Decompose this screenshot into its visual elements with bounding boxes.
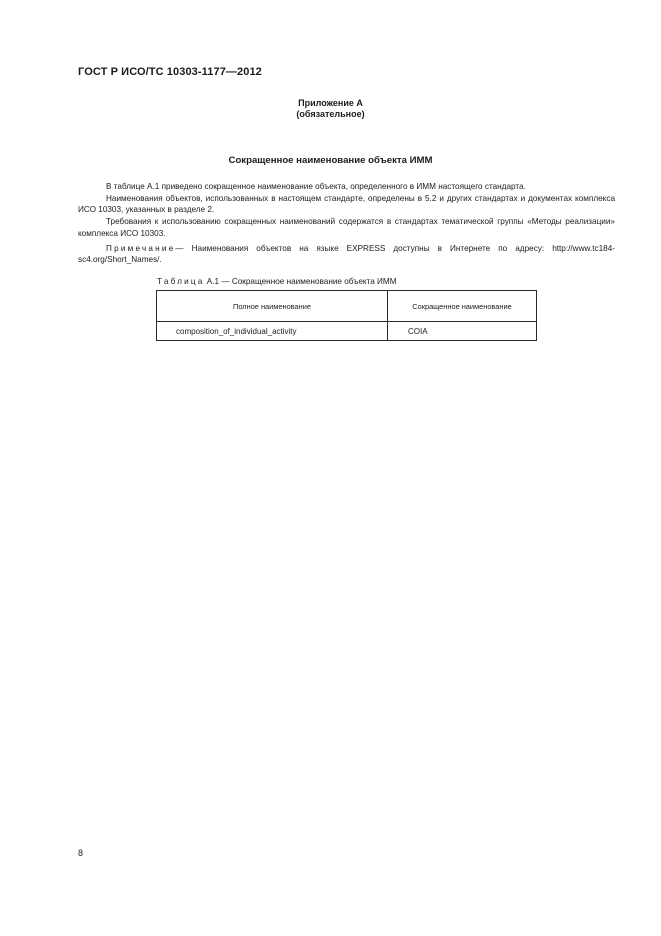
column-header-short-name: Сокращенное наименование [388, 291, 537, 322]
note-label: Примечание [106, 243, 176, 253]
table-caption-label: Таблица [157, 277, 205, 286]
column-header-full-name: Полное наименование [157, 291, 388, 322]
document-code: ГОСТ Р ИСО/ТС 10303-1177—2012 [78, 66, 262, 78]
annex-status: (обязательное) [296, 109, 365, 119]
table-caption-text: А.1 — Сокращенное наименование объекта ИММ [206, 277, 397, 286]
paragraph: В таблице А.1 приведено сокращенное наименование объекта, определенного в ИММ настоящего стандарта. [106, 182, 526, 191]
paragraph: Наименования объектов, использованных в настоящем стандарте, определены в 5.2 и других стандартах и документах комплекса ИСО 10303, указанных в разделе 2. [78, 193, 615, 215]
paragraph: Требования к использованию сокращенных наименований содержатся в стандартах тематической группы «Методы реализации» комплекса ИСО 10303. [78, 217, 615, 238]
table-header-row [157, 291, 537, 322]
annex-heading [0, 98, 661, 120]
table-caption [157, 277, 397, 286]
note-text: — Наименования объектов на языке EXPRESS доступны в Интернете по адресу: http://www.tc184-sc4.org/Short_Names/. [78, 243, 615, 265]
body-text [78, 181, 615, 266]
page-number: 8 [78, 848, 84, 858]
full-name-cell: composition_of_individual_activity [157, 322, 388, 341]
annex-title: Приложение А [298, 98, 363, 108]
section-title: Сокращенное наименование объекта ИММ [228, 155, 433, 166]
abbreviation-table [156, 290, 537, 341]
note [78, 243, 615, 266]
table-row [157, 322, 537, 341]
short-name-cell: COIA [388, 322, 537, 341]
